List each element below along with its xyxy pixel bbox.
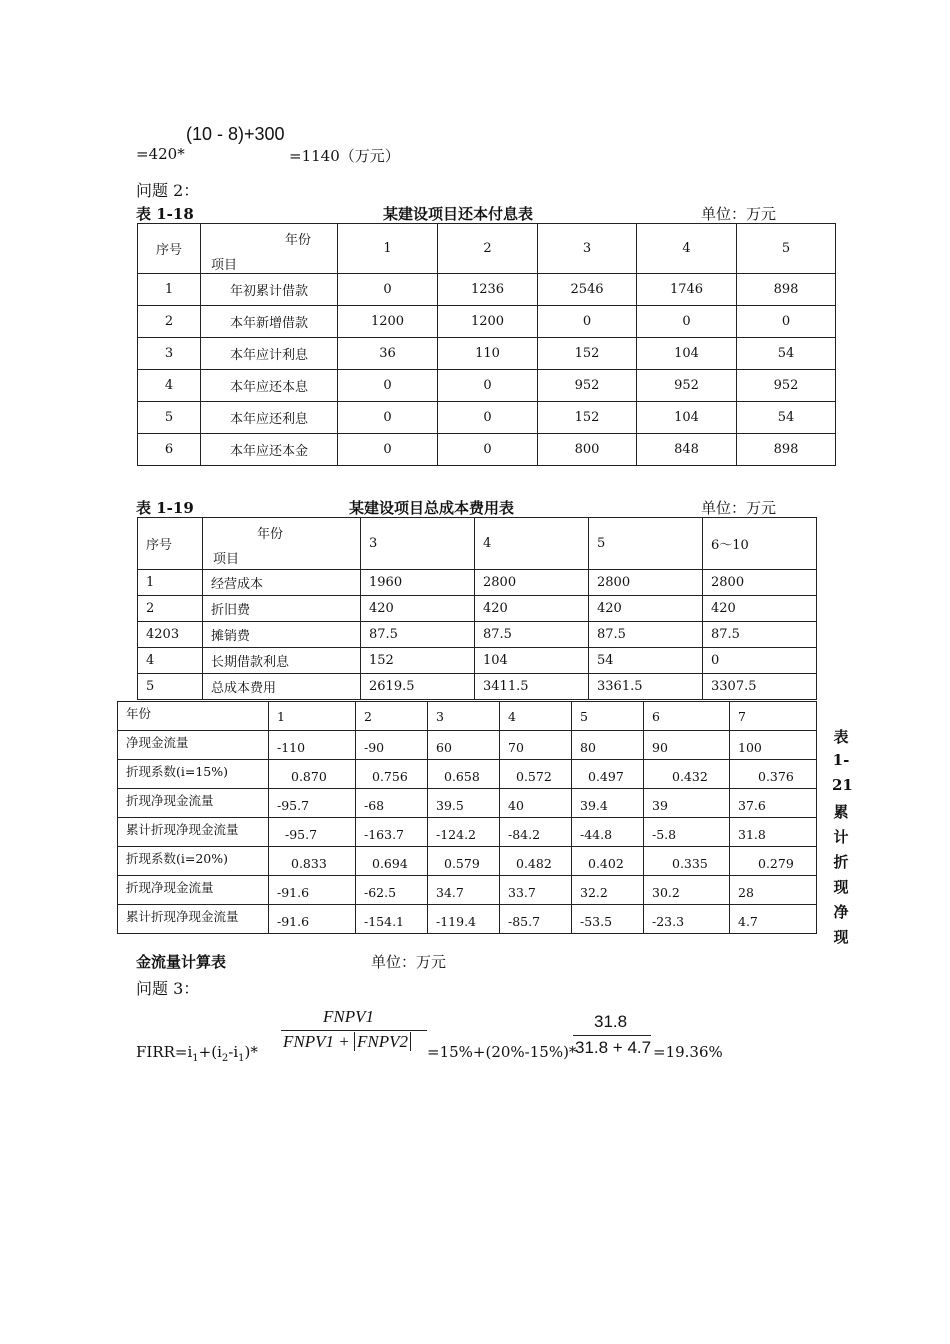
row-label: 净现金流量: [118, 731, 269, 760]
cell: 0.376: [730, 760, 817, 789]
row-no: 4203: [138, 622, 203, 648]
row-item: 总成本费用: [203, 674, 361, 700]
row-no: 4: [138, 370, 201, 402]
table21-year: 5: [572, 702, 644, 731]
table21-year: 6: [644, 702, 730, 731]
cell: 152: [538, 338, 637, 370]
row-no: 2: [138, 306, 201, 338]
cell: 4.7: [730, 905, 817, 934]
cell: 800: [538, 434, 637, 466]
table-row: [138, 338, 836, 370]
table19: [137, 517, 817, 700]
table19-header-item: 项目: [213, 552, 240, 567]
table18-year: 2: [438, 224, 538, 274]
table19-unit: 单位：万元: [701, 499, 777, 517]
firr-frac1-line: [281, 1030, 427, 1031]
cell: 110: [438, 338, 538, 370]
cell: 87.5: [361, 622, 475, 648]
row-no: 1: [138, 570, 203, 596]
firr-star: )*: [244, 1043, 258, 1061]
cell: 30.2: [644, 876, 730, 905]
row-item: 折旧费: [203, 596, 361, 622]
cell: 32.2: [572, 876, 644, 905]
cell: -91.6: [269, 876, 356, 905]
cell: -163.7: [356, 818, 428, 847]
row-item: 经营成本: [203, 570, 361, 596]
table21-year: 1: [269, 702, 356, 731]
table19-header-diagonal: [203, 518, 361, 570]
row-label: 累计折现净现金流量: [118, 818, 269, 847]
cell: 104: [637, 402, 737, 434]
cell: 36: [338, 338, 438, 370]
table-row: [118, 702, 817, 731]
table19-year: 5: [589, 518, 703, 570]
cell: 80: [572, 731, 644, 760]
cell: 0.335: [644, 847, 730, 876]
cell: 28: [730, 876, 817, 905]
firr-lhs: FIRR=i: [136, 1043, 193, 1061]
formula1-result: =1140（万元）: [289, 147, 400, 165]
cell: -85.7: [500, 905, 572, 934]
firr-frac1-den-a: FNPV1 +: [283, 1032, 350, 1051]
cell: 33.7: [500, 876, 572, 905]
cell: 420: [361, 596, 475, 622]
cell: 39: [644, 789, 730, 818]
cell: 87.5: [703, 622, 817, 648]
cell: 40: [500, 789, 572, 818]
table19-label: 表 1-19: [136, 499, 194, 517]
table18-year: 3: [538, 224, 637, 274]
row-no: 5: [138, 402, 201, 434]
row-label: 折现系数(i=15%): [118, 760, 269, 789]
cell: 1200: [438, 306, 538, 338]
cell: 0.482: [500, 847, 572, 876]
cell: 1200: [338, 306, 438, 338]
cell: 420: [475, 596, 589, 622]
table-row: [118, 876, 817, 905]
cell: -5.8: [644, 818, 730, 847]
firr-frac1-denominator: [283, 1032, 411, 1052]
cell: 0: [338, 274, 438, 306]
cell: 60: [428, 731, 500, 760]
cell: 0: [438, 434, 538, 466]
cell: -95.7: [269, 789, 356, 818]
cell: 952: [737, 370, 836, 402]
cell: 1236: [438, 274, 538, 306]
cell: 0: [438, 402, 538, 434]
table21: [117, 701, 817, 934]
question3-heading: 问题 3：: [136, 979, 200, 998]
cell: 3411.5: [475, 674, 589, 700]
row-no: 2: [138, 596, 203, 622]
cell: 0.870: [269, 760, 356, 789]
cell: 0.402: [572, 847, 644, 876]
firr-sub: 1: [192, 1053, 199, 1064]
cell: 2546: [538, 274, 637, 306]
firr-frac1-abs: [354, 1032, 411, 1051]
cell: 87.5: [475, 622, 589, 648]
table-row: [118, 731, 817, 760]
table-row: [118, 818, 817, 847]
firr-sub: 1: [238, 1053, 245, 1064]
cell: 898: [737, 274, 836, 306]
table19-header-year: 年份: [257, 527, 284, 542]
cell: 152: [361, 648, 475, 674]
cell: 3307.5: [703, 674, 817, 700]
cell: -110: [269, 731, 356, 760]
cell: -90: [356, 731, 428, 760]
firr-frac2-numerator: 31.8: [594, 1012, 628, 1031]
table-row: [138, 570, 817, 596]
table21-side-char: 1-: [832, 751, 850, 769]
table-row: [138, 648, 817, 674]
cell: 90: [644, 731, 730, 760]
table19-year: 4: [475, 518, 589, 570]
cell: -91.6: [269, 905, 356, 934]
table21-side-char: 计: [833, 828, 849, 846]
cell: 87.5: [589, 622, 703, 648]
cell: 104: [475, 648, 589, 674]
cell: 0.579: [428, 847, 500, 876]
cell: 420: [703, 596, 817, 622]
cell: 0: [338, 434, 438, 466]
table21-unit: 单位：万元: [371, 953, 447, 971]
cell: -53.5: [572, 905, 644, 934]
table21-caption-rest: 金流量计算表: [136, 953, 227, 971]
firr-mid: =15%+(20%-15%)*: [427, 1043, 577, 1061]
table-row: [118, 905, 817, 934]
cell: 2800: [703, 570, 817, 596]
cell: 0.497: [572, 760, 644, 789]
row-no: 1: [138, 274, 201, 306]
table19-header-no: 序号: [138, 518, 203, 570]
cell: 0: [737, 306, 836, 338]
firr-frac2-line: [573, 1035, 651, 1036]
cell: 39.5: [428, 789, 500, 818]
row-item: 摊销费: [203, 622, 361, 648]
cell: -95.7: [269, 818, 356, 847]
cell: -84.2: [500, 818, 572, 847]
table18-title: 某建设项目还本付息表: [383, 205, 534, 223]
row-item: 年初累计借款: [201, 274, 338, 306]
cell: 104: [637, 338, 737, 370]
table-row: [138, 306, 836, 338]
cell: 0.432: [644, 760, 730, 789]
firr-result: =19.36%: [653, 1043, 723, 1061]
cell: 100: [730, 731, 817, 760]
table21-year: 4: [500, 702, 572, 731]
cell: -154.1: [356, 905, 428, 934]
row-no: 4: [138, 648, 203, 674]
table21-year: 7: [730, 702, 817, 731]
table21-side-char: 21: [832, 776, 853, 794]
cell: 1746: [637, 274, 737, 306]
row-label: 累计折现净现金流量: [118, 905, 269, 934]
row-item: 本年应计利息: [201, 338, 338, 370]
table-row: [138, 674, 817, 700]
cell: 0.833: [269, 847, 356, 876]
cell: 152: [538, 402, 637, 434]
table19-year: 6～10: [703, 518, 817, 570]
table21-side-char: 累: [833, 803, 849, 821]
cell: 54: [589, 648, 703, 674]
table21-year: 3: [428, 702, 500, 731]
cell: 37.6: [730, 789, 817, 818]
firr-minus: -i: [228, 1043, 239, 1061]
table21-year: 2: [356, 702, 428, 731]
cell: 0: [637, 306, 737, 338]
table19-title: 某建设项目总成本费用表: [349, 499, 515, 517]
cell: 54: [737, 338, 836, 370]
table-row: [118, 789, 817, 818]
table-row: [138, 596, 817, 622]
table18-header-item: 项目: [211, 258, 238, 273]
cell: 34.7: [428, 876, 500, 905]
cell: 952: [538, 370, 637, 402]
table21-side-char: 折: [833, 853, 849, 871]
firr-formula: [136, 1043, 258, 1064]
row-no: 3: [138, 338, 201, 370]
table18-header-year: 年份: [285, 233, 312, 248]
firr-plus: +(i: [198, 1043, 222, 1061]
row-item: 长期借款利息: [203, 648, 361, 674]
cell: -124.2: [428, 818, 500, 847]
table18-header-no: 序号: [138, 224, 201, 274]
cell: 2800: [589, 570, 703, 596]
cell: 420: [589, 596, 703, 622]
cell: 0: [438, 370, 538, 402]
cell: 0.658: [428, 760, 500, 789]
table18-header-diagonal: [201, 224, 338, 274]
cell: 0.279: [730, 847, 817, 876]
cell: -68: [356, 789, 428, 818]
cell: 0: [338, 370, 438, 402]
row-label: 折现系数(i=20%): [118, 847, 269, 876]
table21-header-label: 年份: [118, 702, 269, 731]
cell: 0.694: [356, 847, 428, 876]
firr-frac1-den-b: FNPV2: [356, 1032, 408, 1051]
cell: 0.572: [500, 760, 572, 789]
cell: 952: [637, 370, 737, 402]
firr-sub: 2: [221, 1053, 229, 1064]
cell: 0: [338, 402, 438, 434]
cell: 3361.5: [589, 674, 703, 700]
cell: 0.756: [356, 760, 428, 789]
table21-side-char: 表: [833, 728, 849, 746]
table18-label: 表 1-18: [136, 205, 194, 223]
question2-heading: 问题 2：: [136, 181, 200, 200]
formula1-numerator: (10 - 8)+300: [186, 124, 285, 144]
firr-frac1-numerator: FNPV1: [323, 1007, 374, 1026]
row-no: 6: [138, 434, 201, 466]
table19-year: 3: [361, 518, 475, 570]
table-row: [138, 274, 836, 306]
row-label: 折现净现金流量: [118, 876, 269, 905]
cell: 1960: [361, 570, 475, 596]
table-row: [138, 434, 836, 466]
cell: 898: [737, 434, 836, 466]
row-item: 本年新增借款: [201, 306, 338, 338]
table18-unit: 单位：万元: [701, 205, 777, 223]
table18-year: 5: [737, 224, 836, 274]
cell: 2619.5: [361, 674, 475, 700]
cell: -44.8: [572, 818, 644, 847]
cell: 0: [538, 306, 637, 338]
table-row: [138, 370, 836, 402]
formula1-prefix: =420*: [136, 145, 185, 163]
table-row: [118, 760, 817, 789]
cell: 0: [703, 648, 817, 674]
table21-side-char: 现: [833, 878, 849, 896]
table-row: [138, 402, 836, 434]
cell: 2800: [475, 570, 589, 596]
cell: 70: [500, 731, 572, 760]
cell: -23.3: [644, 905, 730, 934]
row-label: 折现净现金流量: [118, 789, 269, 818]
cell: 31.8: [730, 818, 817, 847]
table-row: [118, 847, 817, 876]
cell: 848: [637, 434, 737, 466]
row-item: 本年应还本息: [201, 370, 338, 402]
cell: 39.4: [572, 789, 644, 818]
table18-year: 4: [637, 224, 737, 274]
row-item: 本年应还利息: [201, 402, 338, 434]
table21-side-char: 净: [833, 903, 849, 921]
table-row: [138, 622, 817, 648]
table18-year: 1: [338, 224, 438, 274]
cell: 54: [737, 402, 836, 434]
row-no: 5: [138, 674, 203, 700]
cell: -119.4: [428, 905, 500, 934]
row-item: 本年应还本金: [201, 434, 338, 466]
firr-frac2-denominator: 31.8 + 4.7: [575, 1038, 652, 1057]
table18: [137, 223, 836, 466]
table21-side-char: 现: [833, 928, 849, 946]
cell: -62.5: [356, 876, 428, 905]
